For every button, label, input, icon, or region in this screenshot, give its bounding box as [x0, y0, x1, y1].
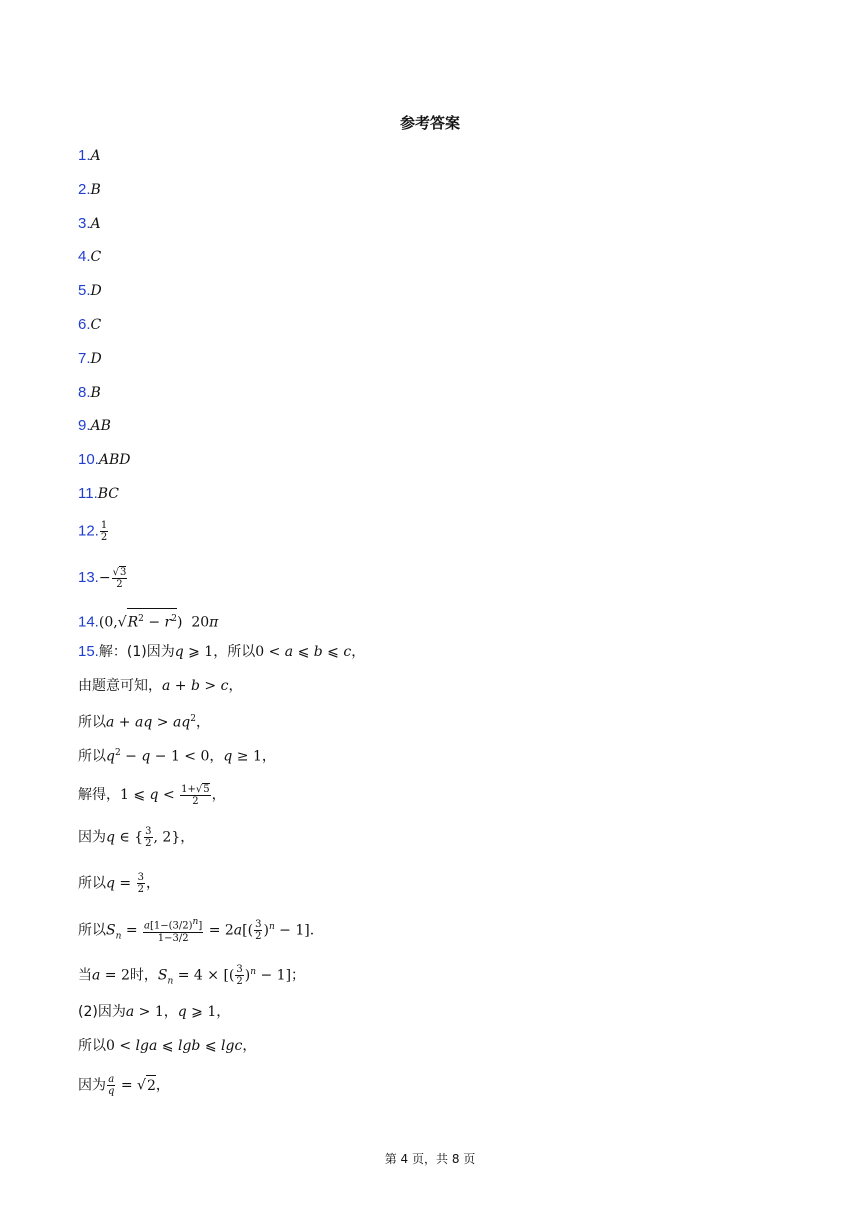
solution-line-2: 由题意可知，a + b > c， [78, 678, 243, 694]
answer-5: 5.D [78, 282, 102, 299]
solution-line-12: 因为 $\frac{a}{q}$ = √2， [78, 1074, 170, 1097]
solution-line-4: 所以$q^2 - q - 1 < 0$，q ≥ 1， [78, 748, 276, 765]
answer-14: $14.(0,√R^2 - r^2)$ 20π [78, 608, 218, 633]
answer-13: 13.− $\frac{√3}{2}$ [78, 567, 127, 590]
answer-12: 12. $\frac{1}{2}$ [78, 520, 108, 543]
answer-3: 3.A [78, 215, 101, 232]
solution-line-7: 所以q = $\frac{3}{2}$ ， [78, 872, 160, 895]
answer-1: 1.A [78, 147, 101, 164]
solution-line-10: (2)因为a > 1，q ⩾ 1， [78, 1004, 231, 1020]
answer-6: 6.C [78, 316, 102, 333]
answer-10: 10.ABD [78, 451, 131, 468]
solution-line-6: 因为q ∈ { $\frac{3}{2}$ , 2}， [78, 826, 195, 849]
answer-7: 7.D [78, 350, 102, 367]
page-title: 参考答案 [399, 114, 460, 132]
solution-line-5: 解得，1 ⩽ q < $\frac{1+√5}{2}$ ， [78, 784, 226, 807]
solution-line-9: 当a = 2时，$S_n = 4$ × [( $\frac{3}{2}$ )$^n$ − 1]； [78, 964, 306, 988]
answer-2: 2.B [78, 181, 101, 198]
solution-line-11: 所以0 < lga ⩽ lgb ⩽ lgc， [78, 1038, 257, 1054]
solution-line-1: 15.解：(1)因为q ⩾ 1，所以0 < a ⩽ b ⩽ c， [78, 643, 366, 660]
solution-line-8: 所以$S_n$ = $\frac{a[1-(3/2)^n]}{1-3/2}$ = 2a[( $\frac{3}{2}$ )$^n$ − 1]. [78, 917, 315, 944]
fraction: $\frac{√3}{2}$ [112, 567, 127, 590]
fraction: $\frac{1}{2}$ [100, 520, 108, 543]
answer-9: 9.AB [78, 417, 111, 434]
solution-line-3: 所以a + aq > $aq^2$， [78, 714, 210, 731]
answer-11: 11.BC [78, 485, 120, 502]
answer-4: 4.C [78, 248, 102, 265]
page-footer: 第 4 页，共 8 页 [384, 1152, 476, 1166]
answer-8: 8.B [78, 384, 101, 401]
